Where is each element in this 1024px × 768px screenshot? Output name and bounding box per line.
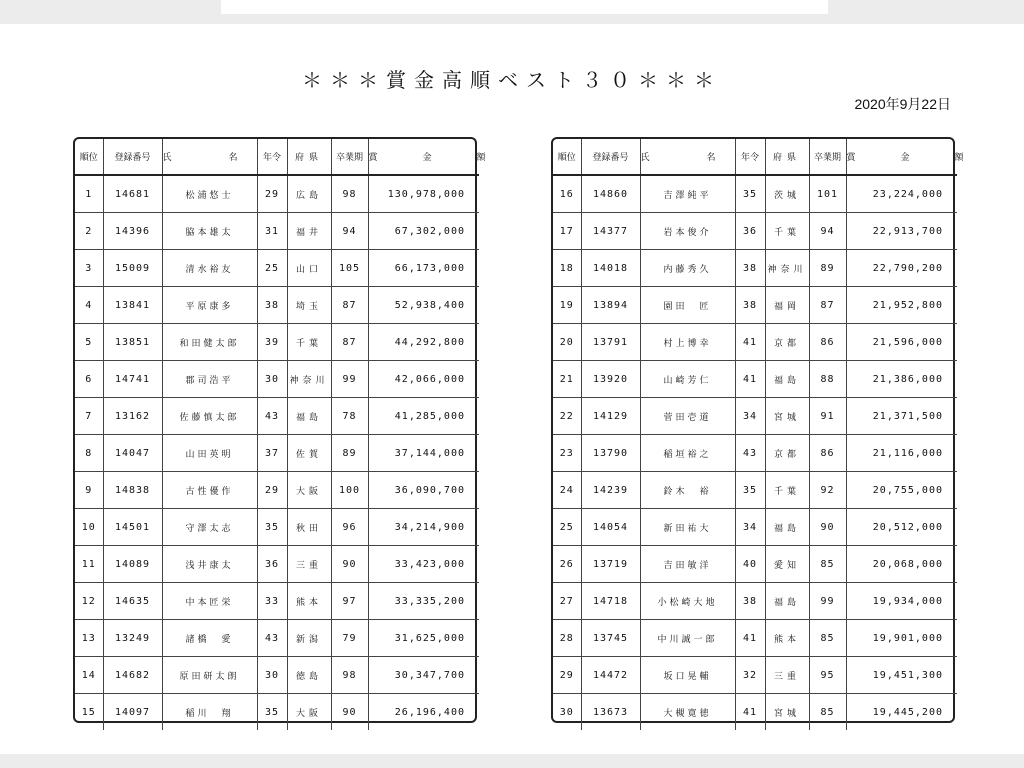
cell-rank: 17: [553, 213, 581, 250]
cell-name: 清水裕友: [162, 250, 257, 287]
cell-rank: 6: [75, 361, 103, 398]
table-row: [75, 398, 479, 435]
cell-rank: 16: [553, 175, 581, 213]
cell-name: 村上博幸: [640, 324, 735, 361]
cell-term: 98: [331, 175, 368, 213]
cell-rank: 23: [553, 435, 581, 472]
table-row: [553, 213, 957, 250]
cell-pref: 京都: [765, 324, 809, 361]
table-header-row: [75, 139, 479, 175]
cell-rank: 1: [75, 175, 103, 213]
table-row: [553, 694, 957, 731]
cell-age: 40: [735, 546, 765, 583]
cell-name: 中本匠栄: [162, 583, 257, 620]
table-header-row: [553, 139, 957, 175]
cell-prize: 19,451,300: [846, 657, 957, 694]
cell-rank: 29: [553, 657, 581, 694]
cell-prize: 67,302,000: [368, 213, 479, 250]
cell-prize: 21,116,000: [846, 435, 957, 472]
cell-pref: 千葉: [765, 472, 809, 509]
cell-term: 99: [809, 583, 846, 620]
cell-name: 平原康多: [162, 287, 257, 324]
cell-rank: 9: [75, 472, 103, 509]
cell-prize: 20,512,000: [846, 509, 957, 546]
table-row: [75, 213, 479, 250]
cell-age: 29: [257, 175, 287, 213]
cell-name: 内藤秀久: [640, 250, 735, 287]
cell-name: 鈴木 裕: [640, 472, 735, 509]
cell-reg-no: 13745: [581, 620, 640, 657]
cell-name: 菅田壱道: [640, 398, 735, 435]
cell-term: 86: [809, 324, 846, 361]
cell-prize: 22,913,700: [846, 213, 957, 250]
table-row: [75, 435, 479, 472]
document-page: [0, 24, 1024, 754]
cell-term: 94: [331, 213, 368, 250]
header-term: 卒業期: [809, 139, 846, 175]
header-pref: 府県: [287, 139, 331, 175]
cell-rank: 7: [75, 398, 103, 435]
cell-prize: 22,790,200: [846, 250, 957, 287]
cell-rank: 12: [75, 583, 103, 620]
cell-age: 34: [735, 509, 765, 546]
cell-name: 原田研太朗: [162, 657, 257, 694]
header-age: 年令: [735, 139, 765, 175]
cell-reg-no: 13719: [581, 546, 640, 583]
cell-rank: 28: [553, 620, 581, 657]
cell-term: 78: [331, 398, 368, 435]
cell-reg-no: 14838: [103, 472, 162, 509]
cell-prize: 37,144,000: [368, 435, 479, 472]
cell-prize: 42,066,000: [368, 361, 479, 398]
cell-age: 43: [735, 435, 765, 472]
cell-name: 大槻寛徳: [640, 694, 735, 731]
cell-prize: 26,196,400: [394, 706, 465, 718]
cell-reg-no: 14635: [103, 583, 162, 620]
cell-name: 和田健太郎: [162, 324, 257, 361]
table-row: [75, 694, 479, 731]
cell-rank: 5: [75, 324, 103, 361]
cell-term: 87: [331, 324, 368, 361]
cell-prize: 31,625,000: [368, 620, 479, 657]
cell-term: 85: [809, 546, 846, 583]
cell-rank: 13: [75, 620, 103, 657]
cell-age: 41: [735, 620, 765, 657]
cell-age: 37: [257, 435, 287, 472]
cell-reg-no: 14089: [103, 546, 162, 583]
cell-reg-no: 14681: [103, 175, 162, 213]
cell-term: 89: [809, 250, 846, 287]
cell-reg-no: 13791: [581, 324, 640, 361]
cell-prize: 21,596,000: [846, 324, 957, 361]
cell-pref: 埼玉: [287, 287, 331, 324]
table-row: [75, 324, 479, 361]
header-reg-no: 登録番号: [581, 139, 640, 175]
cell-pref: 山口: [287, 250, 331, 287]
cell-term: 88: [809, 361, 846, 398]
table-row: [75, 620, 479, 657]
cell-rank: 10: [75, 509, 103, 546]
cell-name: 稲垣裕之: [640, 435, 735, 472]
cell-reg-no: 14860: [581, 175, 640, 213]
cell-prize: 36,090,700: [368, 472, 479, 509]
cell-reg-no: 13841: [103, 287, 162, 324]
cell-reg-no: 15009: [103, 250, 162, 287]
table-row: [553, 361, 957, 398]
cell-age: 41: [735, 324, 765, 361]
cell-pref: 三重: [287, 546, 331, 583]
cell-prize: 44,292,800: [368, 324, 479, 361]
cell-pref: 福島: [287, 398, 331, 435]
cell-reg-no: 13920: [581, 361, 640, 398]
cell-prize: 52,938,400: [368, 287, 479, 324]
cell-pref: 福島: [765, 509, 809, 546]
table-row: [75, 657, 479, 694]
table-row: [553, 287, 957, 324]
cell-term: 97: [331, 583, 368, 620]
cell-age: 41: [735, 361, 765, 398]
table-row: [75, 287, 479, 324]
cell-reg-no: 14396: [103, 213, 162, 250]
cell-pref: 広島: [287, 175, 331, 213]
table-row: [75, 509, 479, 546]
cell-age: 36: [735, 213, 765, 250]
table-row: [75, 546, 479, 583]
cell-name: 岩本俊介: [640, 213, 735, 250]
cell-pref: 宮城: [765, 398, 809, 435]
cell-term: 85: [809, 620, 846, 657]
cell-reg-no: 13249: [103, 620, 162, 657]
table-row: [75, 361, 479, 398]
cell-name: 郡司浩平: [162, 361, 257, 398]
cell-term: 87: [809, 287, 846, 324]
cell-term: 95: [809, 657, 846, 694]
cell-prize: 21,952,800: [846, 287, 957, 324]
cell-term: 101: [809, 175, 846, 213]
cell-name: 山田英明: [162, 435, 257, 472]
cell-age: 38: [735, 583, 765, 620]
cell-rank: 11: [75, 546, 103, 583]
cell-prize: 130,978,000: [368, 175, 479, 213]
cell-pref: 三重: [765, 657, 809, 694]
cell-reg-no: 14129: [581, 398, 640, 435]
viewer-top-bar: [221, 0, 828, 14]
cell-pref: 神奈川: [287, 361, 331, 398]
cell-term: 91: [809, 398, 846, 435]
cell-age: 36: [257, 546, 287, 583]
cell-rank: 24: [553, 472, 581, 509]
cell-rank: 8: [75, 435, 103, 472]
cell-name: 佐藤慎太郎: [162, 398, 257, 435]
cell-reg-no: 13894: [581, 287, 640, 324]
cell-prize: 33,423,000: [368, 546, 479, 583]
cell-pref: 秋田: [287, 509, 331, 546]
cell-term: 96: [331, 509, 368, 546]
cell-pref: 京都: [765, 435, 809, 472]
cell-age: 33: [257, 583, 287, 620]
cell-reg-no: 14047: [103, 435, 162, 472]
cell-term: 79: [331, 620, 368, 657]
header-age: 年令: [257, 139, 287, 175]
table-row: [553, 324, 957, 361]
table-row: [75, 250, 479, 287]
cell-name: 脇本雄太: [162, 213, 257, 250]
cell-name: 諸橋 愛: [162, 620, 257, 657]
cell-prize: 19,445,200: [872, 706, 943, 718]
ranking-table-left: [73, 137, 504, 723]
cell-reg-no: 14718: [581, 583, 640, 620]
cell-age: 39: [257, 324, 287, 361]
table-row: [553, 250, 957, 287]
cell-name: 吉澤純平: [640, 175, 735, 213]
table-row: [553, 583, 957, 620]
cell-name: 園田 匠: [640, 287, 735, 324]
cell-name: 古性優作: [162, 472, 257, 509]
header-name: 氏 名: [162, 139, 257, 175]
table-row: [553, 175, 957, 213]
table-row: [75, 175, 479, 213]
cell-reg-no: 14741: [103, 361, 162, 398]
cell-rank: 25: [553, 509, 581, 546]
table-row: [75, 583, 479, 620]
cell-name: 坂口晃輔: [640, 657, 735, 694]
cell-term: 94: [809, 213, 846, 250]
table-row: [553, 398, 957, 435]
cell-rank: 18: [553, 250, 581, 287]
cell-reg-no: 14018: [581, 250, 640, 287]
cell-pref: 大阪: [287, 472, 331, 509]
cell-term: 99: [331, 361, 368, 398]
table-row: [553, 546, 957, 583]
header-pref: 府県: [765, 139, 809, 175]
cell-term: 86: [809, 435, 846, 472]
cell-name: 小松崎大地: [640, 583, 735, 620]
cell-pref: 千葉: [765, 213, 809, 250]
ranking-table: [553, 139, 982, 730]
cell-rank: 2: [75, 213, 103, 250]
cell-term: 105: [331, 250, 368, 287]
cell-name: 守澤太志: [162, 509, 257, 546]
cell-name: 浅井康太: [162, 546, 257, 583]
table-row: [75, 472, 479, 509]
cell-reg-no: 13162: [103, 398, 162, 435]
cell-name: 稲川 翔: [162, 694, 257, 731]
cell-prize: 23,224,000: [846, 175, 957, 213]
cell-reg-no: 14097: [103, 694, 162, 731]
cell-name: 山崎芳仁: [640, 361, 735, 398]
cell-age: 32: [735, 657, 765, 694]
cell-age: 43: [257, 620, 287, 657]
cell-pref: 熊本: [287, 583, 331, 620]
cell-prize: 21,386,000: [846, 361, 957, 398]
cell-term: 100: [331, 472, 368, 509]
cell-age: 38: [257, 287, 287, 324]
cell-pref: 福井: [287, 213, 331, 250]
cell-age: 30: [257, 657, 287, 694]
cell-prize: 19,901,000: [846, 620, 957, 657]
cell-pref: 大阪: [287, 694, 331, 731]
cell-age: 41: [735, 694, 765, 731]
table-row: [553, 435, 957, 472]
cell-pref: 茨城: [765, 175, 809, 213]
cell-pref: 福島: [765, 361, 809, 398]
cell-reg-no: 13673: [581, 694, 640, 731]
page-title: ＊＊＊賞金高順ベスト３０＊＊＊: [302, 68, 722, 92]
cell-prize: 19,934,000: [846, 583, 957, 620]
cell-rank: 19: [553, 287, 581, 324]
cell-pref: 福岡: [765, 287, 809, 324]
cell-age: 34: [735, 398, 765, 435]
cell-pref: 佐賀: [287, 435, 331, 472]
cell-prize: 66,173,000: [368, 250, 479, 287]
cell-age: 31: [257, 213, 287, 250]
cell-age: 35: [257, 694, 287, 731]
cell-name: 吉田敏洋: [640, 546, 735, 583]
cell-reg-no: 14472: [581, 657, 640, 694]
cell-age: 35: [257, 509, 287, 546]
cell-pref: 徳島: [287, 657, 331, 694]
header-reg-no: 登録番号: [103, 139, 162, 175]
document-date: 2020年9月22日: [854, 96, 951, 112]
cell-age: 25: [257, 250, 287, 287]
cell-reg-no: 13790: [581, 435, 640, 472]
cell-prize: 34,214,900: [368, 509, 479, 546]
cell-age: 35: [735, 472, 765, 509]
ranking-table-right: [551, 137, 982, 723]
cell-term: 87: [331, 287, 368, 324]
cell-pref: 福島: [765, 583, 809, 620]
cell-age: 35: [735, 175, 765, 213]
header-prize: 賞 金 額: [368, 139, 479, 175]
table-row: [553, 509, 957, 546]
header-prize: 賞 金 額: [846, 139, 957, 175]
cell-pref: 神奈川: [765, 250, 809, 287]
cell-rank: 4: [75, 287, 103, 324]
cell-term: 90: [331, 694, 368, 731]
cell-pref: 千葉: [287, 324, 331, 361]
header-name: 氏 名: [640, 139, 735, 175]
cell-reg-no: 14682: [103, 657, 162, 694]
table-row: [553, 620, 957, 657]
cell-rank: 14: [75, 657, 103, 694]
cell-prize: 33,335,200: [368, 583, 479, 620]
cell-reg-no: 13851: [103, 324, 162, 361]
cell-age: 43: [257, 398, 287, 435]
cell-term: 85: [809, 694, 846, 731]
cell-rank: 22: [553, 398, 581, 435]
table-row: [553, 657, 957, 694]
header-term: 卒業期: [331, 139, 368, 175]
cell-name: 松浦悠士: [162, 175, 257, 213]
cell-pref: 熊本: [765, 620, 809, 657]
cell-rank: 20: [553, 324, 581, 361]
ranking-table: [75, 139, 504, 730]
cell-reg-no: 14501: [103, 509, 162, 546]
cell-term: 90: [809, 509, 846, 546]
cell-reg-no: 14377: [581, 213, 640, 250]
cell-term: 92: [809, 472, 846, 509]
cell-term: 89: [331, 435, 368, 472]
cell-rank: 21: [553, 361, 581, 398]
cell-prize: 20,068,000: [846, 546, 957, 583]
cell-term: 98: [331, 657, 368, 694]
cell-pref: 宮城: [765, 694, 809, 731]
cell-pref: 愛知: [765, 546, 809, 583]
cell-rank: 26: [553, 546, 581, 583]
cell-age: 38: [735, 287, 765, 324]
cell-prize: 21,371,500: [846, 398, 957, 435]
header-rank: 順位: [553, 139, 581, 175]
cell-term: 90: [331, 546, 368, 583]
cell-rank: 30: [553, 694, 581, 731]
cell-reg-no: 14054: [581, 509, 640, 546]
cell-reg-no: 14239: [581, 472, 640, 509]
cell-prize: 20,755,000: [846, 472, 957, 509]
cell-name: 中川誠一郎: [640, 620, 735, 657]
cell-age: 29: [257, 472, 287, 509]
cell-prize: 30,347,700: [368, 657, 479, 694]
cell-rank: 27: [553, 583, 581, 620]
cell-age: 30: [257, 361, 287, 398]
cell-pref: 新潟: [287, 620, 331, 657]
cell-rank: 15: [75, 694, 103, 731]
table-row: [553, 472, 957, 509]
cell-name: 新田祐大: [640, 509, 735, 546]
header-rank: 順位: [75, 139, 103, 175]
cell-rank: 3: [75, 250, 103, 287]
cell-age: 38: [735, 250, 765, 287]
cell-prize: 41,285,000: [368, 398, 479, 435]
